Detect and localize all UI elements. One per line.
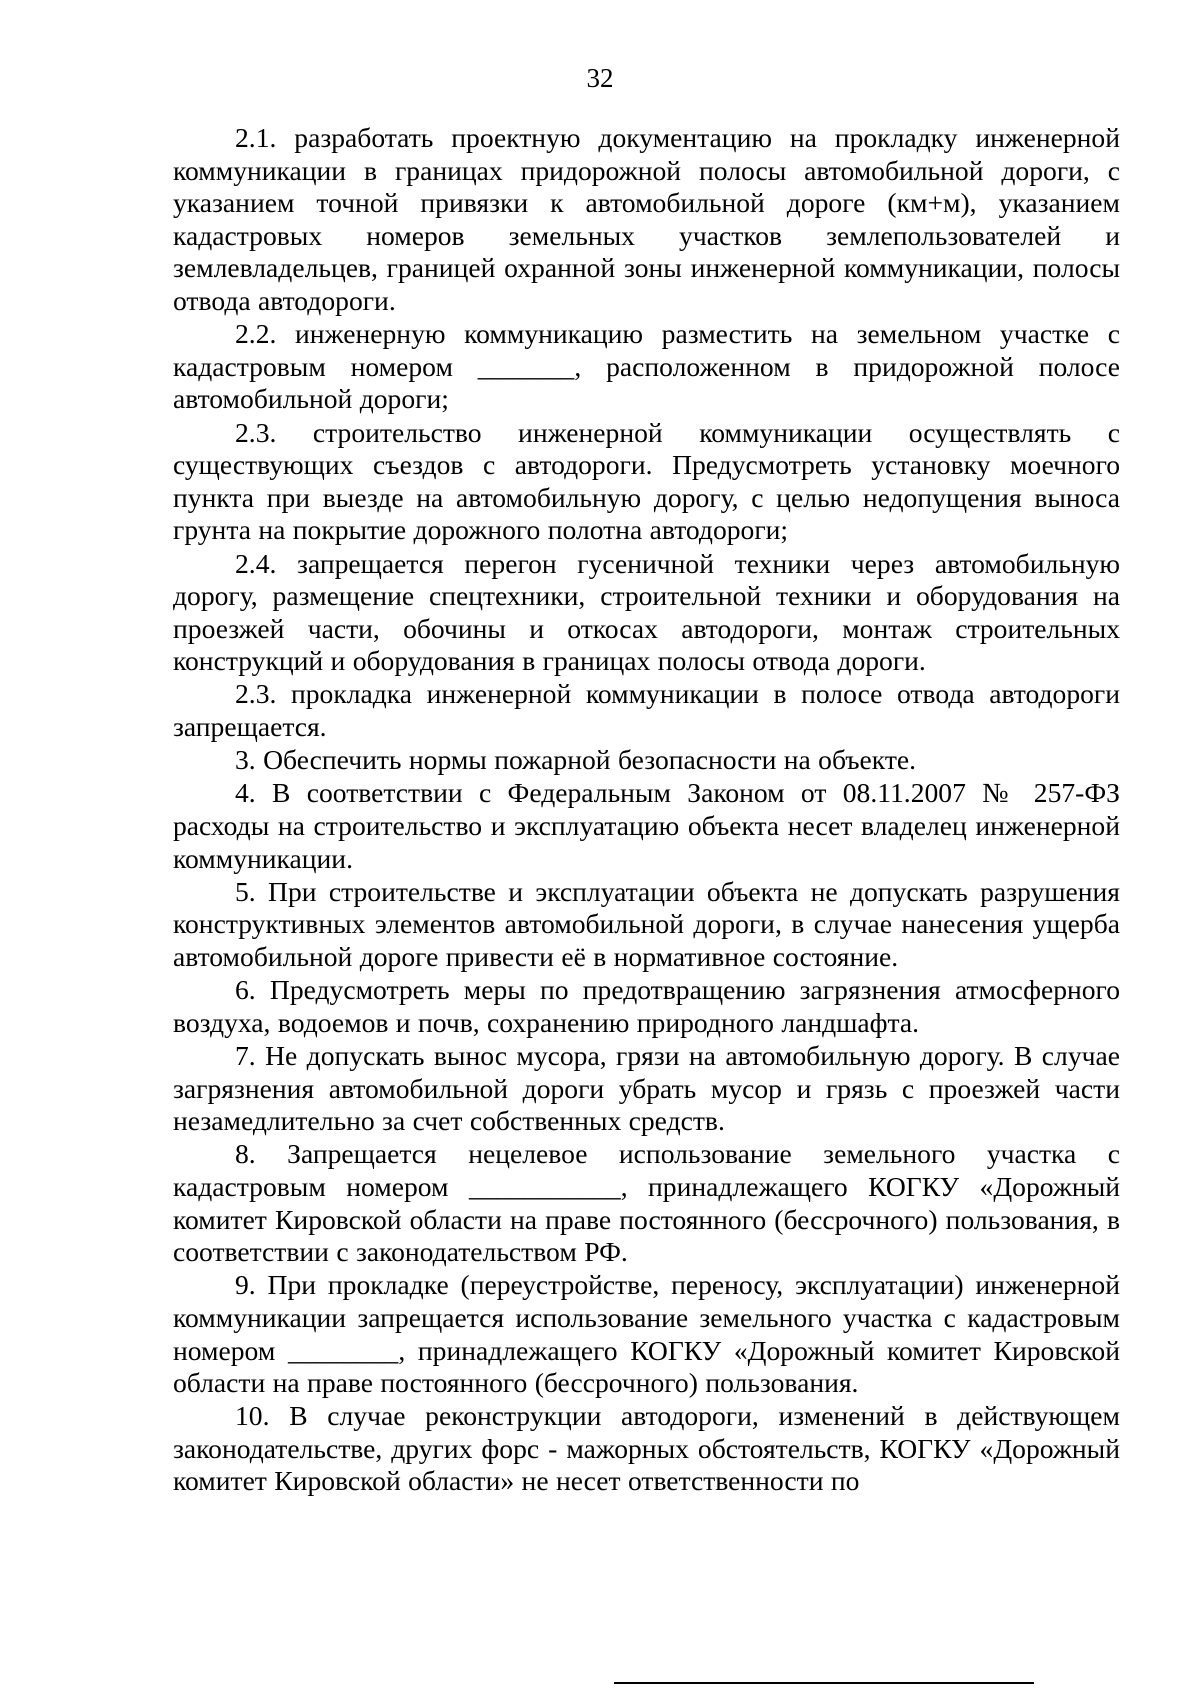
paragraph-7: 7. Не допускать вынос мусора, грязи на автомобильную дорогу. В случае загрязнения автомобильной дороги убрать мусор и грязь с проезжей части незамедлительно за счет собственных средств.	[173, 1039, 1120, 1137]
paragraph-4: 4. В соответствии с Федеральным Законом от 08.11.2007 № 257-ФЗ расходы на строительство и эксплуатацию объекта несет владелец инженерной коммуникации.	[173, 777, 1120, 874]
paragraph-8: 8. Запрещается нецелевое использование земельного участка с кадастровым номером ___________, принадлежащего КОГКУ «Дорожный комитет Кировской области на праве постоянного (бессрочного) пользования, в соответствии с законодательством РФ.	[173, 1138, 1120, 1268]
paragraph-3: 3. Обеспечить нормы пожарной безопасности на объекте.	[235, 744, 917, 776]
paragraph-6: 6. Предусмотреть меры по предотвращению загрязнения атмосферного воздуха, водоемов и почв, сохранению природного ландшафта.	[173, 974, 1120, 1038]
footer-divider-line	[614, 1682, 1034, 1684]
paragraph-2-3: 2.3. строительство инженерной коммуникации осуществлять с существующих съездов с автодороги. Предусмотреть установку моечного пункта при выезде на автомобильную дорогу, с целью недопущения выноса грунта на покрытие дорожного полотна автодороги;	[173, 416, 1120, 546]
paragraph-2-2: 2.2. инженерную коммуникацию разместить на земельном участке с кадастровым номером _______, расположенном в придорожной полосе автомобильной дороги;	[173, 318, 1120, 415]
paragraph-5: 5. При строительстве и эксплуатации объекта не допускать разрушения конструктивных элементов автомобильной дороги, в случае нанесения ущерба автомобильной дороге привести её в нормативное состояние.	[173, 875, 1120, 972]
paragraph-9: 9. При прокладке (переустройстве, переносу, эксплуатации) инженерной коммуникации запрещается использование земельного участка с кадастровым номером ________, принадлежащего КОГКУ «Дорожный комитет Кировской области на праве постоянного (бессрочного) пользования.	[173, 1269, 1120, 1399]
paragraph-10: 10. В случае реконструкции автодороги, изменений в действующем законодательстве, других форс - мажорных обстоятельств, КОГКУ «Дорожный комитет Кировской области» не несет ответственности по	[173, 1400, 1120, 1497]
document-body	[173, 122, 1120, 1498]
paragraph-2-1: 2.1. разработать проектную документацию на прокладку инженерной коммуникации в границах придорожной полосы автомобильной дороги, с указанием точной привязки к автомобильной дороге (км+м), указанием кадастровых номеров земельных участков землепользователей и землевладельцев, границей охранной зоны инженерной коммуникации, полосы отвода автодороги.	[173, 122, 1120, 316]
paragraph-2-4: 2.4. запрещается перегон гусеничной техники через автомобильную дорогу, размещение спецтехники, строительной техники и оборудования на проезжей части, обочины и откосах автодороги, монтаж строительных конструкций и оборудования в границах полосы отвода дороги.	[173, 547, 1120, 677]
page-number: 32	[586, 63, 614, 93]
paragraph-2-3-second: 2.3. прокладка инженерной коммуникации в полосе отвода автодороги запрещается.	[173, 678, 1120, 743]
